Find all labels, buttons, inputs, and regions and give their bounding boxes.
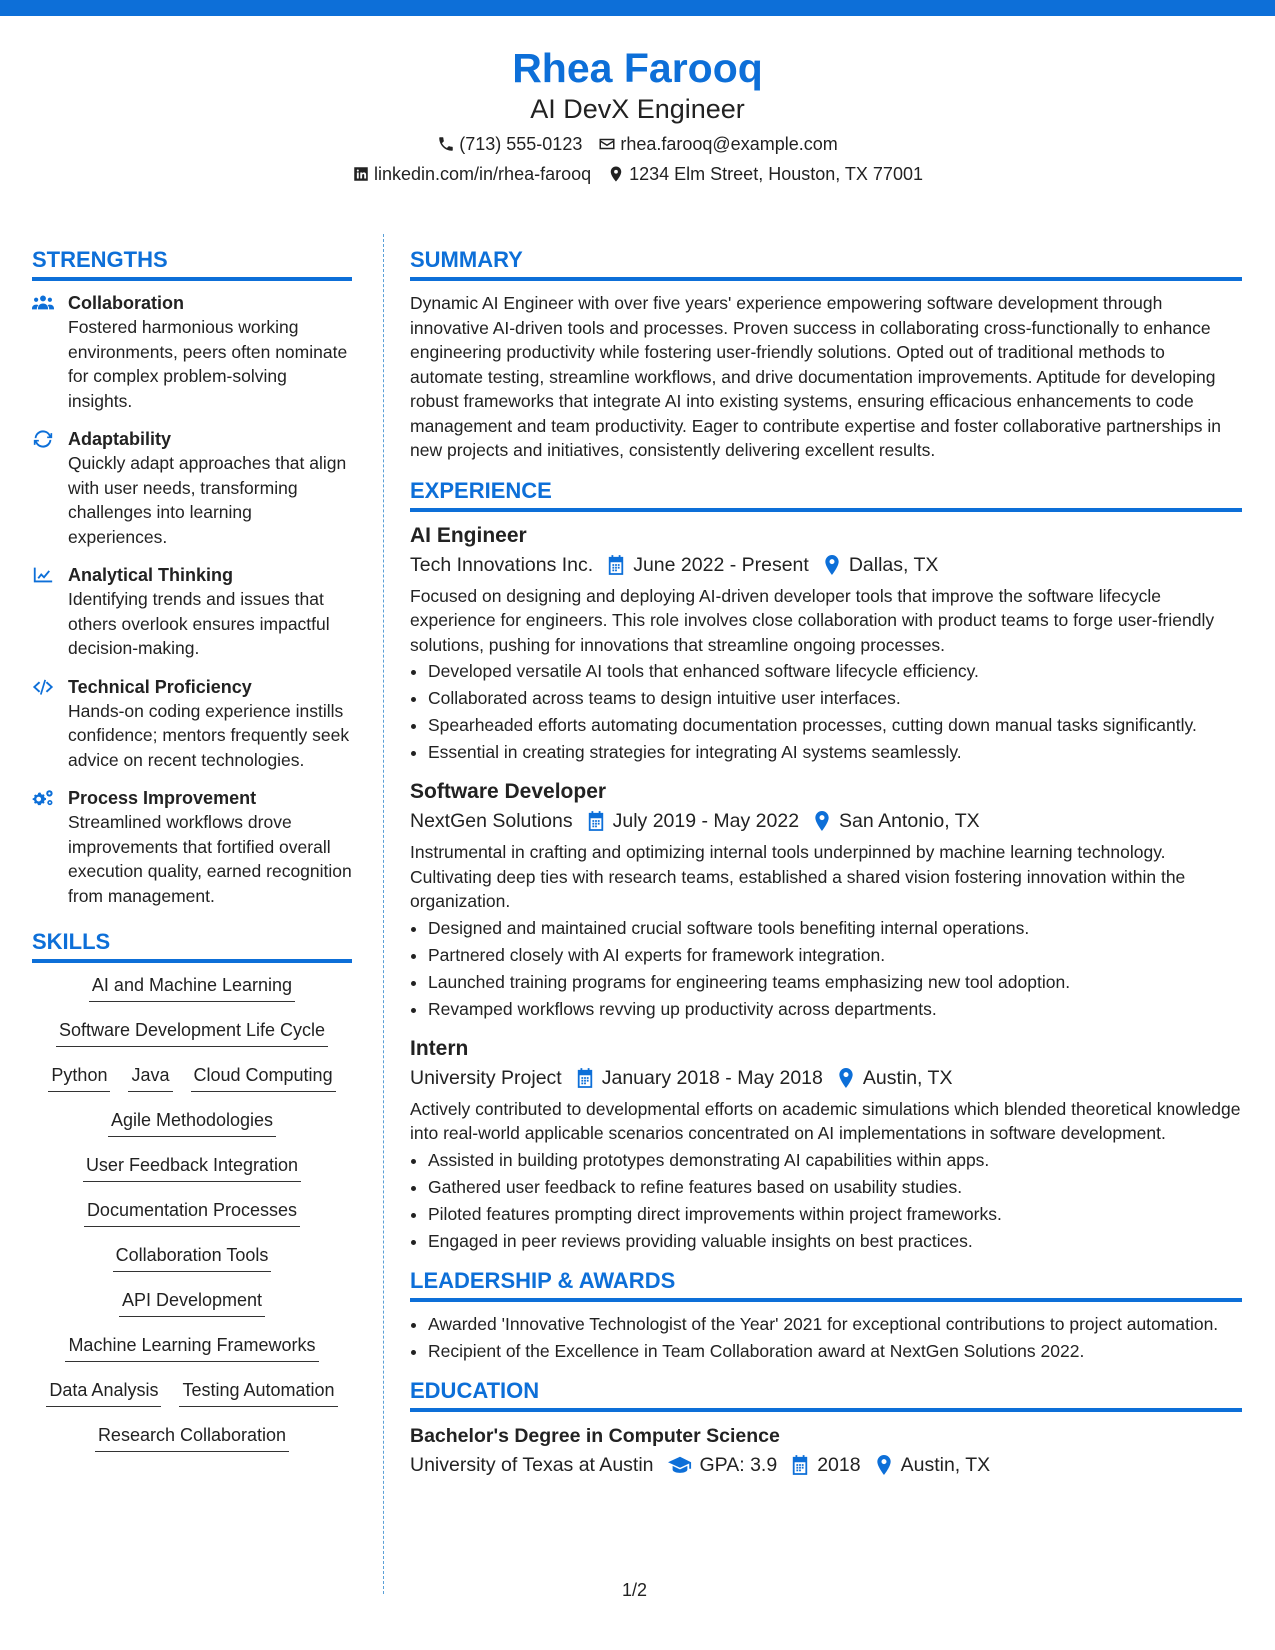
strength-title: Technical Proficiency <box>68 676 252 697</box>
skill-tag: Cloud Computing <box>191 1063 336 1092</box>
strength-desc: Identifying trends and issues that others overlook ensures impactful decision-making. <box>68 589 330 658</box>
resume-header <box>0 44 1275 186</box>
award-bullet: • Awarded 'Innovative Technologist of the Year' 2021 for exceptional contributions to project automation. <box>428 1312 1242 1336</box>
strength-item <box>32 786 352 908</box>
job-dates: June 2022 - Present <box>633 553 809 576</box>
candidate-name: Rhea Farooq <box>512 45 763 91</box>
candidate-role: AI DevX Engineer <box>530 94 745 124</box>
strengths-heading: STRENGTHS <box>32 246 352 281</box>
skill-row <box>48 1063 335 1108</box>
map-marker-icon <box>607 165 625 183</box>
column-divider <box>383 234 384 1594</box>
address-contact <box>607 162 923 186</box>
phone-contact <box>437 132 582 156</box>
contact-line-1 <box>0 132 1275 156</box>
skill-tag: API Development <box>119 1288 265 1317</box>
leadership-heading: LEADERSHIP & AWARDS <box>410 1267 1242 1302</box>
calendar-icon <box>607 555 625 575</box>
job-bullet: • Assisted in building prototypes demonstrating AI capabilities within apps. <box>428 1148 1242 1172</box>
skill-tag: Research Collaboration <box>95 1423 289 1452</box>
linkedin-text: linkedin.com/in/rhea-farooq <box>374 164 592 184</box>
job-bullet: • Designed and maintained crucial software tools benefiting internal operations. <box>428 916 1242 940</box>
skill-tag: Data Analysis <box>46 1378 161 1407</box>
skill-tag: AI and Machine Learning <box>89 973 295 1002</box>
job-location: San Antonio, TX <box>839 810 980 832</box>
job-dates: July 2019 - May 2022 <box>612 810 800 832</box>
job-entry <box>410 1035 1242 1253</box>
job-meta <box>410 806 1242 836</box>
job-bullet: • Engaged in peer reviews providing valuable insights on best practices. <box>428 1229 1242 1253</box>
strength-desc: Streamlined workflows drove improvements that fortified overall execution quality, earned recognition from management. <box>68 812 352 906</box>
job-bullet: • Piloted features prompting direct improvements within project frameworks. <box>428 1202 1242 1226</box>
linkedin-icon <box>352 165 370 183</box>
skill-tag: Machine Learning Frameworks <box>65 1333 318 1362</box>
skill-row <box>108 1108 276 1153</box>
skill-tag: User Feedback Integration <box>83 1153 301 1182</box>
skill-tag: Collaboration Tools <box>113 1243 272 1272</box>
skill-row <box>95 1423 289 1468</box>
skill-row <box>56 1018 328 1063</box>
left-column <box>32 246 352 1468</box>
strength-title: Adaptability <box>68 429 172 449</box>
calendar-icon <box>587 811 605 831</box>
summary-text: Dynamic AI Engineer with over five years' experience empowering software development through innovative AI-driven tools and processes. Proven success in collaborating cross-functionally to enhance engineering productivity while fostering user-friendly solutions. Opted out of traditional methods to automate testing, streamline workflows, and drive documentation improvements. Aptitude for developing robust frameworks that integrate AI into existing systems, ensuring efficacious enhancements to code management and team productivity. Eager to contribute expertise and foster collaborative partnerships in new projects and initiatives, consistently delivering excellent results. <box>410 293 1221 460</box>
job-bullets <box>410 916 1242 1021</box>
job-location: Dallas, TX <box>848 553 939 576</box>
page-number: 1/2 <box>622 1580 648 1600</box>
job-bullet: • Spearheaded efforts automating documentation processes, cutting down manual tasks significantly. <box>428 713 1242 737</box>
strength-title: Analytical Thinking <box>68 565 234 585</box>
top-accent-bar <box>0 0 1275 16</box>
users-icon <box>32 293 54 313</box>
job-bullet: • Gathered user feedback to refine features based on usability studies. <box>428 1175 1242 1199</box>
skill-row <box>46 1378 337 1423</box>
graduation-cap-icon <box>668 1455 692 1475</box>
education-gpa: GPA: 3.9 <box>699 1453 778 1476</box>
strength-item <box>32 675 352 773</box>
job-company: University Project <box>410 1066 562 1089</box>
skill-tag: Java <box>128 1063 172 1092</box>
skills-heading: SKILLS <box>32 928 352 963</box>
job-description: Instrumental in crafting and optimizing internal tools underpinned by machine learning technology. Cultivating deep ties with research teams, established a shared vision fostering innovation within the organization. <box>410 842 1186 911</box>
job-description: Actively contributed to developmental efforts on academic simulations which blended theoretical knowledge into real-world applicable scenarios concentrated on AI implementations in software development. <box>410 1098 1241 1143</box>
education-school: University of Texas at Austin <box>410 1453 654 1476</box>
job-meta <box>410 550 1242 580</box>
skill-tag: Python <box>48 1063 110 1092</box>
strength-item <box>32 291 352 413</box>
calendar-icon <box>576 1068 594 1088</box>
email-text: rhea.farooq@example.com <box>620 134 838 154</box>
job-meta <box>410 1063 1242 1093</box>
job-bullet: • Revamped workflows revving up productivity across departments. <box>428 997 1242 1021</box>
sync-icon <box>32 429 54 449</box>
skill-row <box>84 1198 300 1243</box>
job-title: Intern <box>410 1036 469 1060</box>
education-heading: EDUCATION <box>410 1377 1242 1412</box>
map-marker-icon <box>823 555 841 575</box>
skill-row <box>119 1288 265 1333</box>
job-bullets <box>410 1148 1242 1253</box>
strength-item <box>32 427 352 549</box>
skill-tag: Software Development Life Cycle <box>56 1018 328 1047</box>
chart-line-icon <box>32 565 54 585</box>
job-location: Austin, TX <box>862 1066 953 1089</box>
skills-list <box>32 973 352 1468</box>
right-column <box>410 246 1242 1484</box>
job-entry <box>410 778 1242 1021</box>
strength-desc: Hands-on coding experience instills confidence; mentors frequently seek advice on recent technologies. <box>68 700 350 770</box>
leadership-bullets <box>410 1312 1242 1363</box>
cogs-icon <box>32 788 54 808</box>
strength-desc: Quickly adapt approaches that align with user needs, transforming challenges into learning experiences. <box>68 453 347 547</box>
job-title: AI Engineer <box>410 523 527 547</box>
job-entry <box>410 522 1242 765</box>
job-bullet: • Essential in creating strategies for integrating AI systems seamlessly. <box>428 740 1242 764</box>
strength-title: Process Improvement <box>68 788 257 808</box>
skill-tag: Agile Methodologies <box>108 1108 276 1137</box>
job-bullet: • Launched training programs for engineering teams emphasizing new tool adoption. <box>428 970 1242 994</box>
code-icon <box>32 677 54 697</box>
map-marker-icon <box>813 811 831 831</box>
job-bullet: • Collaborated across teams to design intuitive user interfaces. <box>428 686 1242 710</box>
education-degree: Bachelor's Degree in Computer Science <box>410 1424 780 1447</box>
summary-heading: SUMMARY <box>410 246 1242 281</box>
job-bullet: • Developed versatile AI tools that enhanced software lifecycle efficiency. <box>428 659 1242 683</box>
job-bullets <box>410 659 1242 764</box>
skill-tag: Documentation Processes <box>84 1198 300 1227</box>
skill-row <box>89 973 295 1018</box>
map-marker-icon <box>837 1068 855 1088</box>
calendar-icon <box>791 1455 809 1475</box>
education-location: Austin, TX <box>900 1453 991 1476</box>
skill-row <box>113 1243 272 1288</box>
education-year: 2018 <box>817 1453 861 1476</box>
address-text: 1234 Elm Street, Houston, TX 77001 <box>629 164 923 184</box>
job-dates: January 2018 - May 2018 <box>601 1066 823 1089</box>
linkedin-contact[interactable] <box>352 162 591 186</box>
skill-row <box>65 1333 318 1378</box>
strength-desc: Fostered harmonious working environments, peers often nominate for complex problem-solving insights. <box>68 317 348 411</box>
skill-row <box>83 1153 301 1198</box>
strength-item <box>32 563 352 661</box>
phone-icon <box>437 135 455 153</box>
email-contact[interactable] <box>598 132 837 156</box>
job-bullet: • Partnered closely with AI experts for framework integration. <box>428 943 1242 967</box>
strength-title: Collaboration <box>68 293 184 313</box>
award-bullet: • Recipient of the Excellence in Team Collaboration award at NextGen Solutions 2022. <box>428 1339 1242 1363</box>
experience-heading: EXPERIENCE <box>410 477 1242 512</box>
job-company: NextGen Solutions <box>410 810 573 832</box>
contact-line-2 <box>0 162 1275 186</box>
phone-text: (713) 555-0123 <box>459 134 583 154</box>
job-company: Tech Innovations Inc. <box>410 553 594 576</box>
map-marker-icon <box>875 1455 893 1475</box>
envelope-icon <box>598 135 616 153</box>
education-meta <box>410 1450 1242 1480</box>
job-description: Focused on designing and deploying AI-driven developer tools that improve the software lifecycle experience for engineers. This role involves close collaboration with product teams to forge user-friendly solutions, pushing for innovations that streamline ongoing processes. <box>410 585 1215 655</box>
job-title: Software Developer <box>410 780 607 803</box>
skill-tag: Testing Automation <box>179 1378 337 1407</box>
